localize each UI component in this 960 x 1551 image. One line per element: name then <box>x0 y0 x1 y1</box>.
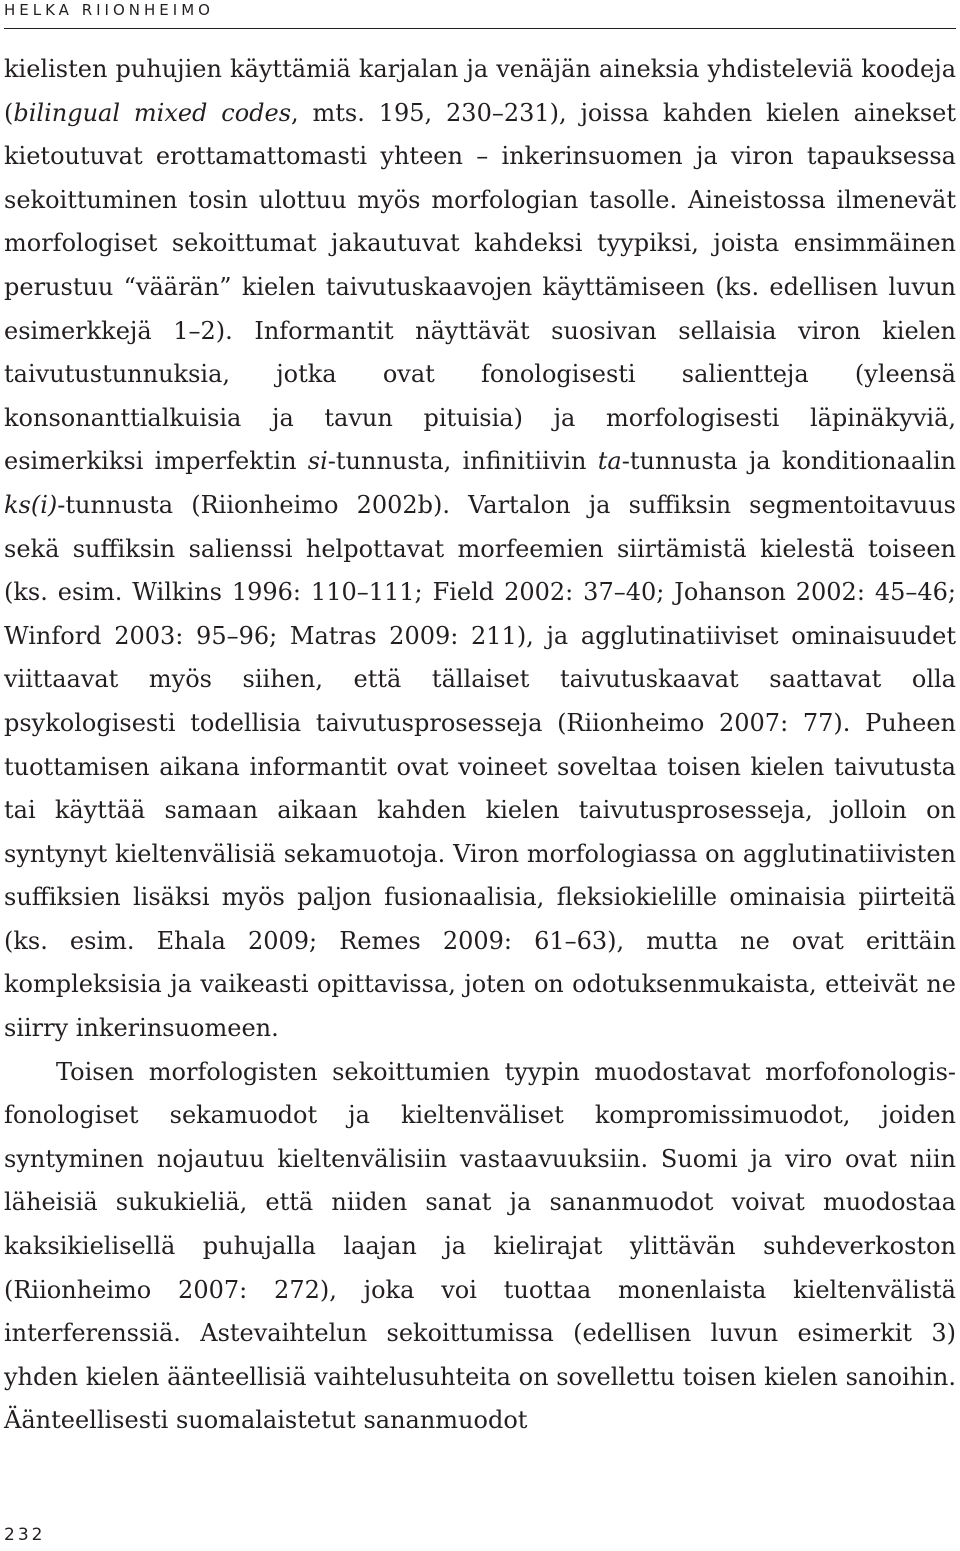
italic-term: si <box>307 447 328 476</box>
text-span: -tunnusta (Riionheimo 2002b). Vartalon ja suffiksin segmentoitavuus sekä suffiksin salienssi helpottavat morfeemien siirtämistä kielestä toiseen (ks. esim. Wilkins 1996: 110–111; Field 2002: 37–40; Johanson 2002: 45–46; Winford 2003: 95–96; Matras 2009: 211), ja agglutinatiiviset ominaisuudet viittaavat myös siihen, että tällaiset taivutuskaavat saattavat olla psykologisesti todellisia taivutusprosesseja (Riionheimo 2007: 77). Puheen tuottamisen aikana informantit ovat voineet soveltaa toisen kielen taivutusta tai käyttää samaan aikaan kahden kielen taivutusprosesseja, jolloin on syntynyt kieltenvälisiä sekamuotoja. Viron morfologiassa on agglutinatiivisten suffiksien lisäksi myös paljon fusionaalisia, fleksiokielille ominaisia piirteitä (ks. esim. Ehala 2009; Remes 2009: 61–63), mutta ne ovat erittäin kompleksisia ja vaikeasti opittavissa, joten on odotuksenmukaista, etteivät ne siirry inkerinsuomeen. <box>4 490 956 1043</box>
header-rule <box>4 28 956 29</box>
italic-term: ks(i) <box>4 490 58 519</box>
paragraph-2: Toisen morfologisten sekoittumien tyypin muodostavat morfofonologis-fonologiset sekamuodot ja kieltenväliset kompromissimuodot, joiden syntyminen nojautuu kieltenvälisiin vastaavuuksiin. Suomi ja viro ovat niin läheisiä sukukieliä, että niiden sanat ja sananmuodot voivat muodostaa kaksikielisellä puhujalla laajan ja kielirajat ylittävän suhdeverkoston (Riionheimo 2007: 272), joka voi tuottaa monenlaista kieltenvälistä interferenssiä. Astevaihtelun sekoittumissa (edellisen luvun esimerkit 3) yhden kielen äänteellisiä vaihtelusuhteita on sovellettu toisen kielen sanoihin. Äänteellisesti suomalaistetut sananmuodot <box>4 1057 956 1435</box>
body-text <box>4 48 956 1443</box>
text-span: kielisten puhujien käyttämiä karjalan ja venäjän aineksia yhdisteleviä koodeja ( <box>4 55 956 127</box>
page-number: 232 <box>4 1525 46 1545</box>
text-span: -tunnusta, infinitiivin <box>327 447 598 476</box>
text-span: , mts. 195, 230–231), joissa kahden kielen ainekset kietoutuvat erottamattomasti yhteen – inkerinsuomen ja viron tapauksessa sekoittuminen tosin ulottuu myös morfologian tasolle. Aineistossa ilmenevät morfologiset sekoittumat jakautuvat kahdeksi tyypiksi, joista ensimmäinen perustuu “väärän” kielen taivutuskaavojen käyttämiseen (ks. edellisen luvun esimerkkejä 1–2). Informantit näyttävät suosivan sellaisia viron kielen taivutustunnuksia, jotka ovat fonologisesti salientteja (yleensä konsonanttialkuisia ja tavun pituisia) ja morfologisesti läpinäkyviä, esimerkiksi imperfektin <box>4 98 957 476</box>
running-head: HELKA RIIONHEIMO <box>4 1 214 19</box>
italic-term: ta <box>597 447 622 476</box>
text-span: -tunnusta ja konditionaalin <box>621 447 957 476</box>
paragraph-1 <box>4 48 956 1051</box>
italic-term: bilingual mixed codes <box>13 98 292 127</box>
